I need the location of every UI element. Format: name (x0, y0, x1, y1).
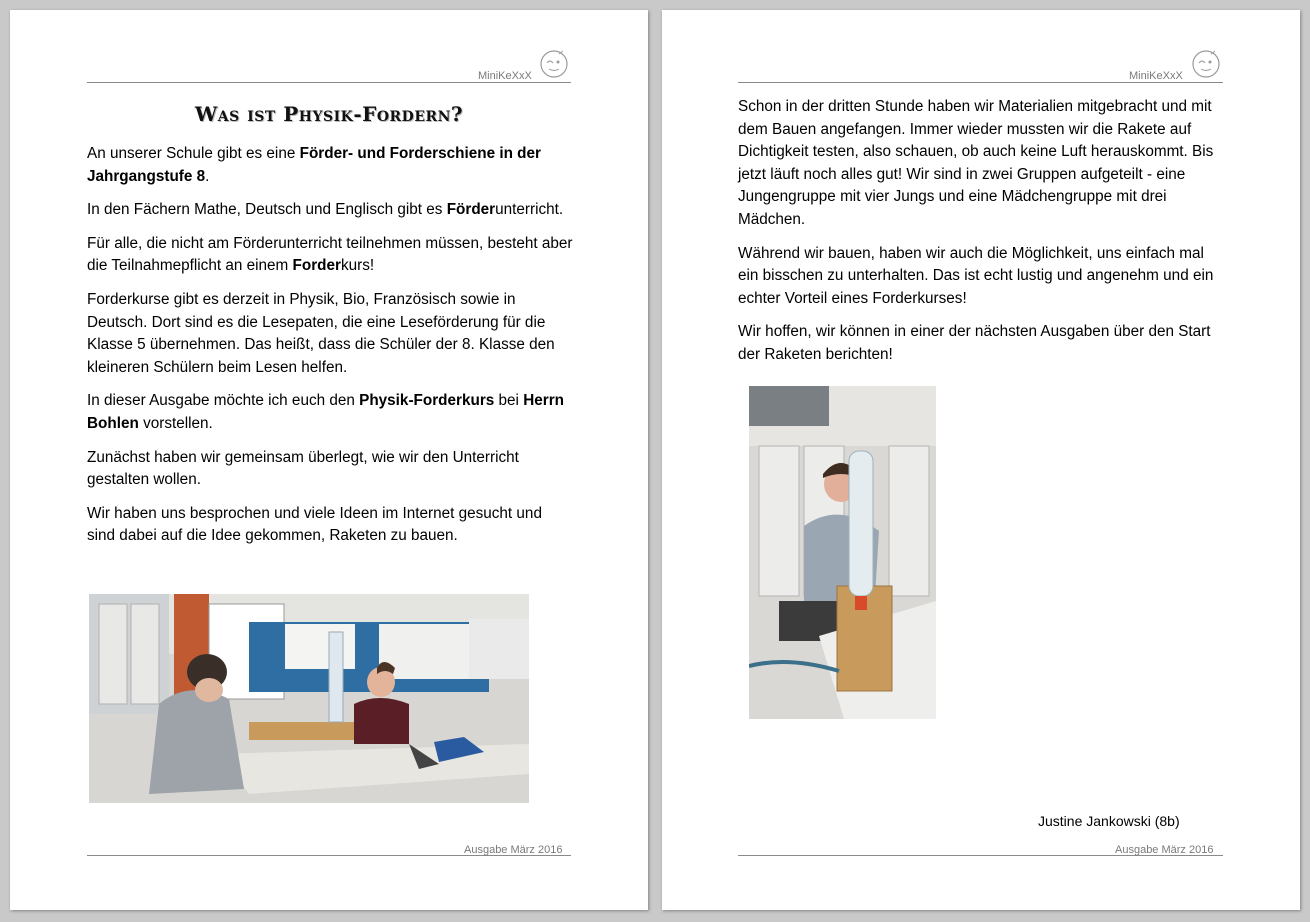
right-article-body (738, 96, 1224, 378)
left-page (10, 10, 648, 910)
header-rule (87, 82, 571, 83)
header-brand: MiniKeXxX (478, 70, 532, 82)
left-article-body (87, 143, 573, 559)
right-page (662, 10, 1300, 910)
paragraph: Wir hoffen, wir können in einer der nächsten Ausgaben über den Start der Raketen berichten! (738, 323, 1211, 363)
paragraph: In dieser Ausgabe möchte ich euch den Physik-Forderkurs bei Herrn Bohlen vorstellen. (87, 392, 565, 432)
newsletter-logo-icon (1191, 49, 1221, 79)
paragraph: Für alle, die nicht am Förderunterricht teilnehmen müssen, besteht aber die Teilnahmepflicht an einem Forderkurs! (87, 234, 573, 275)
newsletter-logo-icon (539, 49, 569, 79)
classroom-photo (89, 594, 529, 803)
paragraph: Wir haben uns besprochen und viele Ideen im Internet gesucht und sind dabei auf die Idee gekommen, Raketen zu bauen. (87, 504, 542, 545)
author-credit: Justine Jankowski (8b) (1038, 813, 1180, 829)
header-rule (738, 82, 1223, 83)
paragraph: Zunächst haben wir gemeinsam überlegt, wie wir den Unterricht gestalten wollen. (87, 448, 519, 489)
paragraph: In den Fächern Mathe, Deutsch und Englisch gibt es Förderunterricht. (87, 201, 564, 219)
paragraph: Schon in der dritten Stunde haben wir Materialien mitgebracht und mit dem Bauen angefangen. Immer wieder mussten wir die Rakete auf Dichtigkeit testen, also schauen, ob auch keine Luft herauskommt. Bis jetzt läuft noch alles gut! Wir sind in zwei Gruppen aufgeteilt - eine Jungengruppe mit vier Jungs und eine Mädchengruppe mit drei Mädchen. (738, 98, 1214, 228)
header-brand: MiniKeXxX (1129, 70, 1183, 82)
paragraph: An unserer Schule gibt es eine Förder- und Forderschiene in der Jahrgangstufe 8. (87, 145, 541, 185)
student-rocket-photo (749, 386, 936, 719)
article-title: Was ist Physik-Fordern? (194, 102, 464, 126)
footer-issue: Ausgabe März 2016 (1115, 844, 1214, 856)
paragraph: Forderkurse gibt es derzeit in Physik, Bio, Französisch sowie in Deutsch. Dort sind es die Lesepaten, die eine Leseförderung für die Klasse 5 übernehmen. Das heißt, dass die Schüler der 8. Klasse den kleineren Schülern beim Lesen helfen. (87, 290, 555, 376)
paragraph: Während wir bauen, haben wir auch die Möglichkeit, uns einfach mal ein bisschen zu unterhalten. Das ist echt lustig und angenehm und ein echter Vorteil eines Forderkurses! (738, 244, 1214, 307)
footer-issue: Ausgabe März 2016 (464, 844, 563, 856)
